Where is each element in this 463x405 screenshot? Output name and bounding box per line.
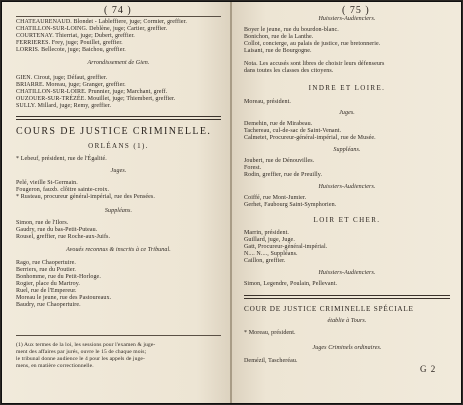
text-line: Forest. [244,165,262,171]
section-title: Arrondissement de Gien. [87,60,150,66]
text-line: Guillard, juge, Juge. [244,237,295,243]
section-rule [16,116,221,120]
text-line: Coiffé, rue Mont-Jumier. [244,195,307,201]
text-line: Marrin, président. [244,230,289,236]
footnote-line: le tribunal donne audience le 4 pour les appels de juge- [16,356,145,362]
text-line: SULLY. Millard, juge; Remy, greffier. [16,103,112,109]
text-line: Caillon, greffier. [244,258,286,264]
text-line: Ruel, rue de l'Empereur. [16,288,77,294]
text-line: Gatt, Procureur-général-impérial. [244,244,328,250]
text-line: Joubert, rue de Dénouvilles. [244,158,315,164]
text-line: GIEN. Cirout, juge; Défaut, greffier. [16,75,108,81]
department-title: LOIR ET CHER. [313,216,381,224]
text-line: Rogier, place du Martroy. [16,281,81,287]
page-number: ( 74 ) [104,5,132,16]
text-line: Rago, rue Chaopertuire. [16,260,76,266]
text-line: * Moreau, président. [244,330,296,336]
footnote-line: (1) Aux termes de la loi, les sessions pour l'examen & juge- [16,342,156,348]
section-rule [244,295,450,299]
footnote-line: ment des affaires par jurés, ouvre le 15 de chaque mois; [16,349,147,355]
text-line: Simon, rue de l'Ilors. [16,220,69,226]
department-title: INDRE ET LOIRE. [308,84,386,92]
city-title: ORLÉANS (1). [88,142,149,150]
text-line: Calmetet, Procureur-général-impérial, rue de Musée. [244,135,376,141]
note-line: dans toutes les classes des citoyens. [244,68,334,74]
text-line: CHATEAURENAUD. Blondet - Lableffiere, juge; Cormier, greffier. [16,19,188,25]
footnote-rule [16,335,221,336]
suppleans-title: Suppléans. [333,147,361,153]
text-line: Rousel, greffier, rue Roche-aux-Juifs. [16,234,111,240]
text-line: Moreau le jeune, rue des Pastoureaux. [16,295,112,301]
text-line: CHATILLON-SUR-LOIRE. Prunnier, juge; Marchant, greff. [16,89,168,95]
text-line: Bonichon, rue de la Lanthe. [244,34,314,40]
right-page [232,2,461,403]
huissiers-title: Huissiers-Audienciers. [318,16,376,22]
text-line: Boyer le jeune, rue du bourdon-blanc. [244,27,339,33]
text-line: Demehin, rue de Mirabeau. [244,121,313,127]
court-title: COURS DE JUSTICE CRIMINELLE. [16,126,212,137]
signature-mark: G 2 [420,364,437,374]
text-line: * Rusteau, procureur général-impérial, rue des Pensées. [16,194,155,200]
text-line: Gerhet, Faubourg Saint-Symphorien. [244,202,337,208]
text-line: COURTENAY. Thierriat, juge; Dubert, greffier. [16,33,135,39]
text-line: N.... N...., Suppléans. [244,251,298,257]
text-line: Laisant, rue de Bourgogne. [244,48,312,54]
text-line: Demézil, Tascheréau. [244,358,298,364]
text-line: BRIARRE. Moreau, juge; Granger, greffier. [16,82,126,88]
juges-title: Juges. [110,168,127,174]
text-line: FERRIERES. Frey, juge; Pouillet, greffier. [16,40,123,46]
text-line: Collot, concierge, au palais de justice, rue bretonnerie. [244,41,381,47]
suppleans-title: Suppléans. [104,208,133,214]
text-line: Bonhomme, rue du Petit-Horloge. [16,274,101,280]
special-court-subtitle: établie à Tours. [327,318,367,324]
huissiers-title: Huissiers-Audienciers. [318,270,376,276]
huissiers-title: Huissiers-Audienciers. [318,184,376,190]
text-line: OUZOUER-SUR-TRÉZÉE. Mouillet, juge; Thiembert, greffier. [16,96,176,102]
text-line: Baudry, rue Chaopertuire. [16,302,81,308]
header-rule [16,16,221,17]
juges-title: Juges. [339,110,355,116]
text-line: Pelé, vieille St-Germain. [16,180,78,186]
text-line: Tachereau, cul-de-sac de Saint-Venant. [244,128,342,134]
text-line: Rodin, greffier, rue de Preuilly. [244,172,323,178]
text-line: Moreau, président. [244,99,291,105]
text-line: Berriers, rue du Poutier. [16,267,76,273]
text-line: Simon, Legendre, Poulain, Pellevant. [244,281,338,287]
special-court-title: COUR DE JUSTICE CRIMINELLE SPÉCIALE [244,305,414,313]
avoues-title: Avoués reconnus & inscrits à ce Tribunal. [66,247,171,253]
left-page [2,2,231,403]
page-number: ( 75 ) [342,5,370,16]
text-line: Gaudry, rue du bas-Petit-Puteau. [16,227,98,233]
text-line: Fougeron, fauxb. clôitre sainte-croix. [16,187,110,193]
footnote-line: mens, en matière correctionnelle. [16,363,94,369]
text-line: LORRIS. Bellecote, juge; Baichou, greffier. [16,47,126,53]
juges-title: Juges Criminels ordinaires. [312,345,382,351]
book-spread [1,1,462,404]
text-line: CHATILLON-SUR-LOING. Deblène, juge; Cartier, greffier. [16,26,168,32]
president-line: * Lebeuf, président, rue de l'Égalité. [16,156,107,162]
note-line: Nota. Les accusés sont libres de choisir leurs défenseurs [244,61,385,67]
